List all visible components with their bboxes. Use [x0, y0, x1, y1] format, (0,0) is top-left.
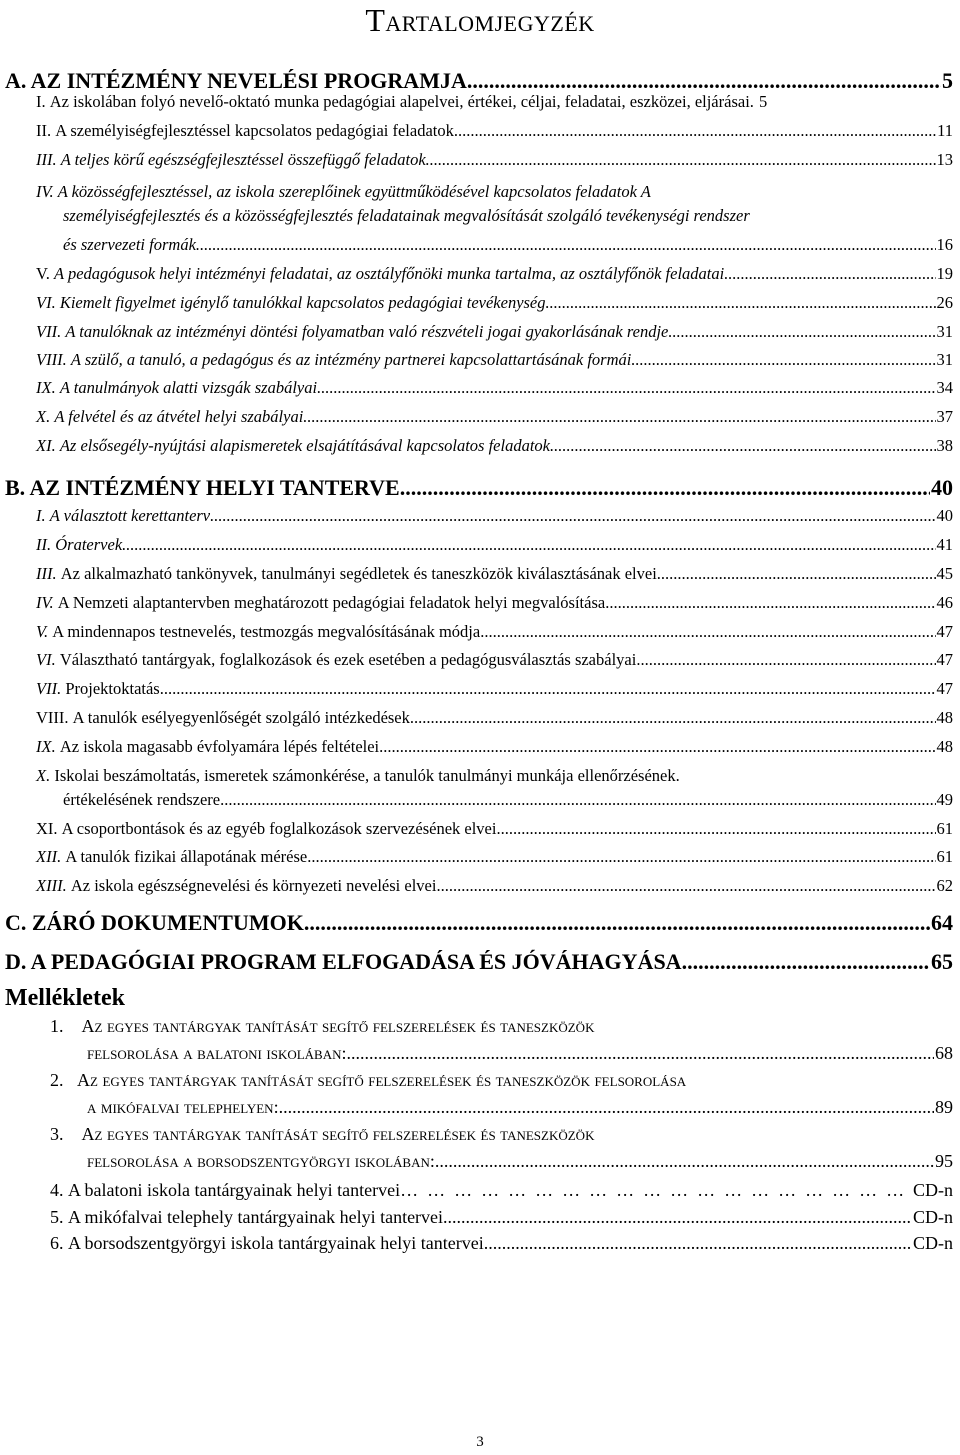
item-text-line: a mikófalvai telephelyen: [87, 1097, 279, 1117]
item-text: Kiemelt figyelmet igénylő tanulókkal kapcsolatos pedagógiai tevékenység [59, 293, 546, 312]
item-page: 89 [935, 1097, 953, 1117]
item-text-line: Az egyes tantárgyak tanítását segítő felszerelések és taneszközök [81, 1016, 595, 1036]
leader-dots [480, 622, 935, 642]
leader-dots [484, 1233, 912, 1254]
leader-dots [426, 150, 936, 170]
item-page: 13 [936, 150, 953, 169]
item-page: 61 [936, 847, 953, 866]
leader-dots [304, 910, 930, 936]
leader-dots [400, 1180, 912, 1201]
item-number: X. [36, 766, 51, 785]
item-number: V. [36, 622, 49, 641]
leader-dots [550, 436, 936, 456]
item-page: 34 [936, 378, 953, 397]
item-page: 38 [936, 436, 953, 455]
item-text: Projektoktatás [65, 679, 160, 698]
item-text: Óratervek [55, 535, 123, 554]
section-page: 64 [931, 910, 953, 935]
item-number: VII. [36, 679, 62, 698]
section-page: 5 [942, 68, 953, 93]
item-page: 16 [936, 235, 953, 254]
leader-dots [443, 1207, 912, 1228]
item-number: VI. [36, 293, 56, 312]
item-text: Választható tantárgyak, foglalkozások és ezek esetében a pedagógusválasztás szabályai [59, 650, 637, 669]
section-page: 40 [931, 475, 953, 500]
item-text: A tanulók esélyegyenlőségét szolgáló intézkedések [72, 708, 410, 727]
item-number: 6. [50, 1233, 64, 1253]
item-text: A pedagógusok helyi intézményi feladatai, az osztályfőnöki munka tartalma, az osztályfőnök feladatai [54, 264, 725, 283]
item-text-line: A közösségfejlesztéssel, az iskola szereplőinek együttműködésével kapcsolatos feladatok A [57, 182, 651, 201]
item-text: A tanulók fizikai állapotának mérése [65, 847, 308, 866]
item-text: A felvétel és az átvétel helyi szabályai [54, 407, 304, 426]
item-page: 48 [936, 737, 953, 756]
leader-dots [436, 876, 935, 896]
item-number: II. [36, 535, 52, 554]
leader-dots [454, 121, 936, 141]
item-text: A Nemzeti alaptantervben meghatározott pedagógiai feladatok helyi megvalósítása [57, 593, 606, 612]
item-page: 48 [936, 708, 953, 727]
page-title: Tartalomjegyzék [365, 2, 595, 38]
item-page: 37 [936, 407, 953, 426]
section-page: 65 [931, 949, 953, 974]
item-number: XI. [36, 819, 58, 838]
leader-dots [122, 535, 935, 555]
item-text-line: felsorolása a balatoni iskolában: [87, 1043, 347, 1063]
item-text-line: Iskolai beszámoltatás, ismeretek számonkérése, a tanulók tanulmányi munkája ellenőrzésének. [54, 766, 680, 785]
item-page: CD-n [913, 1233, 953, 1253]
item-page: 61 [936, 819, 953, 838]
item-page: 5 [759, 92, 768, 111]
item-text: Az iskolában folyó nevelő-oktató munka pedagógiai alapelvei, értékei, céljai, feladatai, eszközei, eljárásai. [49, 92, 754, 111]
leader-dots [435, 1151, 934, 1172]
item-number: 2. [50, 1070, 64, 1090]
item-page: 31 [936, 350, 953, 369]
item-text: A tanulóknak az intézményi döntési folyamatban való részvételi jogai gyakorlásának rendje [65, 322, 669, 341]
item-number: VIII. [36, 350, 67, 369]
item-text-line: Az egyes tantárgyak tanítását segítő felszerelések és taneszközök [81, 1124, 595, 1144]
section-label: C. ZÁRÓ DOKUMENTUMOK [5, 910, 304, 935]
item-number: XII. [36, 847, 62, 866]
item-page: 11 [937, 121, 953, 140]
attachments-heading: Mellékletek [5, 985, 125, 1011]
leader-dots [546, 293, 936, 313]
item-number: VII. [36, 322, 62, 341]
section-label: B. AZ INTÉZMÉNY HELYI TANTERVE [5, 475, 400, 500]
item-page: 47 [936, 650, 953, 669]
item-page: 40 [936, 506, 953, 525]
item-page: 26 [936, 293, 953, 312]
leader-dots [631, 350, 935, 370]
item-page: 68 [935, 1043, 953, 1063]
item-text-line: felsorolása a borsodszentgyörgyi iskolában: [87, 1151, 435, 1171]
item-text: A borsodszentgyörgyi iskola tantárgyainak helyi tantervei [68, 1233, 484, 1253]
item-page: 19 [936, 264, 953, 283]
item-page: 47 [936, 622, 953, 641]
item-number: VI. [36, 650, 56, 669]
item-text: A csoportbontások és az egyéb foglalkozások szervezésének elvei [61, 819, 497, 838]
item-text-line: személyiségfejlesztés és a közösségfejlesztés feladatainak megvalósítását szolgáló tevékenységi rendszer [63, 206, 750, 225]
item-page: 95 [935, 1151, 953, 1171]
item-number: III. [36, 150, 57, 169]
item-text: A balatoni iskola tantárgyainak helyi tantervei [68, 1180, 401, 1200]
leader-dots [220, 790, 935, 810]
leader-dots [160, 679, 936, 699]
leader-dots [303, 407, 935, 427]
item-text: Az iskola magasabb évfolyamára lépés feltételei [59, 737, 380, 756]
item-number: VIII. [36, 708, 69, 727]
item-page: 31 [936, 322, 953, 341]
leader-dots [410, 708, 936, 728]
item-text: A személyiségfejlesztéssel kapcsolatos pedagógiai feladatok [55, 121, 454, 140]
item-text: A szülő, a tanuló, a pedagógus és az intézmény partnerei kapcsolattartásának formái [70, 350, 632, 369]
leader-dots [724, 264, 935, 284]
leader-dots [682, 949, 930, 975]
item-text: A mindennapos testnevelés, testmozgás megvalósításának módja [52, 622, 481, 641]
item-page: CD-n [913, 1207, 953, 1227]
item-number: III. [36, 564, 57, 583]
leader-dots [496, 819, 935, 839]
item-page: CD-n [913, 1180, 953, 1200]
leader-dots [317, 378, 935, 398]
section-label: D. A PEDAGÓGIAI PROGRAM ELFOGADÁSA ÉS JÓVÁHAGYÁSA [5, 949, 682, 974]
leader-dots [657, 564, 936, 584]
item-number: XIII. [36, 876, 67, 895]
item-page: 49 [936, 790, 953, 809]
item-number: IV. [36, 182, 54, 201]
leader-dots [605, 593, 935, 613]
item-number: 3. [50, 1124, 64, 1144]
item-page: 41 [936, 535, 953, 554]
item-text: Az iskola egészségnevelési és környezeti nevelési elvei [70, 876, 437, 895]
leader-dots [668, 322, 935, 342]
item-number: I. [36, 506, 46, 525]
leader-dots [347, 1043, 935, 1064]
item-text-line: Az egyes tantárgyak tanítását segítő felszerelések és taneszközök felsorolása [77, 1070, 687, 1090]
item-number: XI. [36, 436, 56, 455]
item-number: X. [36, 407, 51, 426]
item-text: A választott kerettanterv [49, 506, 211, 525]
item-text-line: és szervezeti formák [63, 235, 196, 254]
item-number: 5. [50, 1207, 64, 1227]
item-number: IV. [36, 593, 54, 612]
item-number: II. [36, 121, 52, 140]
item-number: V. [36, 264, 50, 283]
page-number: 3 [476, 1434, 484, 1450]
item-page: 46 [936, 593, 953, 612]
item-number: IX. [36, 378, 56, 397]
item-text: Az elsősegély-nyújtási alapismeretek elsajátításával kapcsolatos feladatok [59, 436, 550, 455]
leader-dots [467, 68, 941, 94]
item-page: 47 [936, 679, 953, 698]
item-text-line: értékelésének rendszere [63, 790, 221, 809]
section-label: A. AZ INTÉZMÉNY NEVELÉSI PROGRAMJA [5, 68, 467, 93]
item-text: A tanulmányok alatti vizsgák szabályai [59, 378, 318, 397]
item-text: A teljes körű egészségfejlesztéssel összefüggő feladatok [60, 150, 426, 169]
item-page: 45 [936, 564, 953, 583]
leader-dots [279, 1097, 934, 1118]
item-number: IX. [36, 737, 56, 756]
item-number: I. [36, 92, 46, 111]
item-page: 62 [936, 876, 953, 895]
item-number: 1. [50, 1016, 64, 1036]
leader-dots [636, 650, 935, 670]
item-text: A mikófalvai telephely tantárgyainak helyi tantervei [68, 1207, 444, 1227]
leader-dots [210, 506, 935, 526]
leader-dots [307, 847, 935, 867]
leader-dots [196, 235, 936, 255]
leader-dots [379, 737, 935, 757]
leader-dots [400, 475, 930, 501]
item-text: Az alkalmazható tankönyvek, tanulmányi segédletek és taneszközök kiválasztásának elvei [60, 564, 657, 583]
item-number: 4. [50, 1180, 64, 1200]
